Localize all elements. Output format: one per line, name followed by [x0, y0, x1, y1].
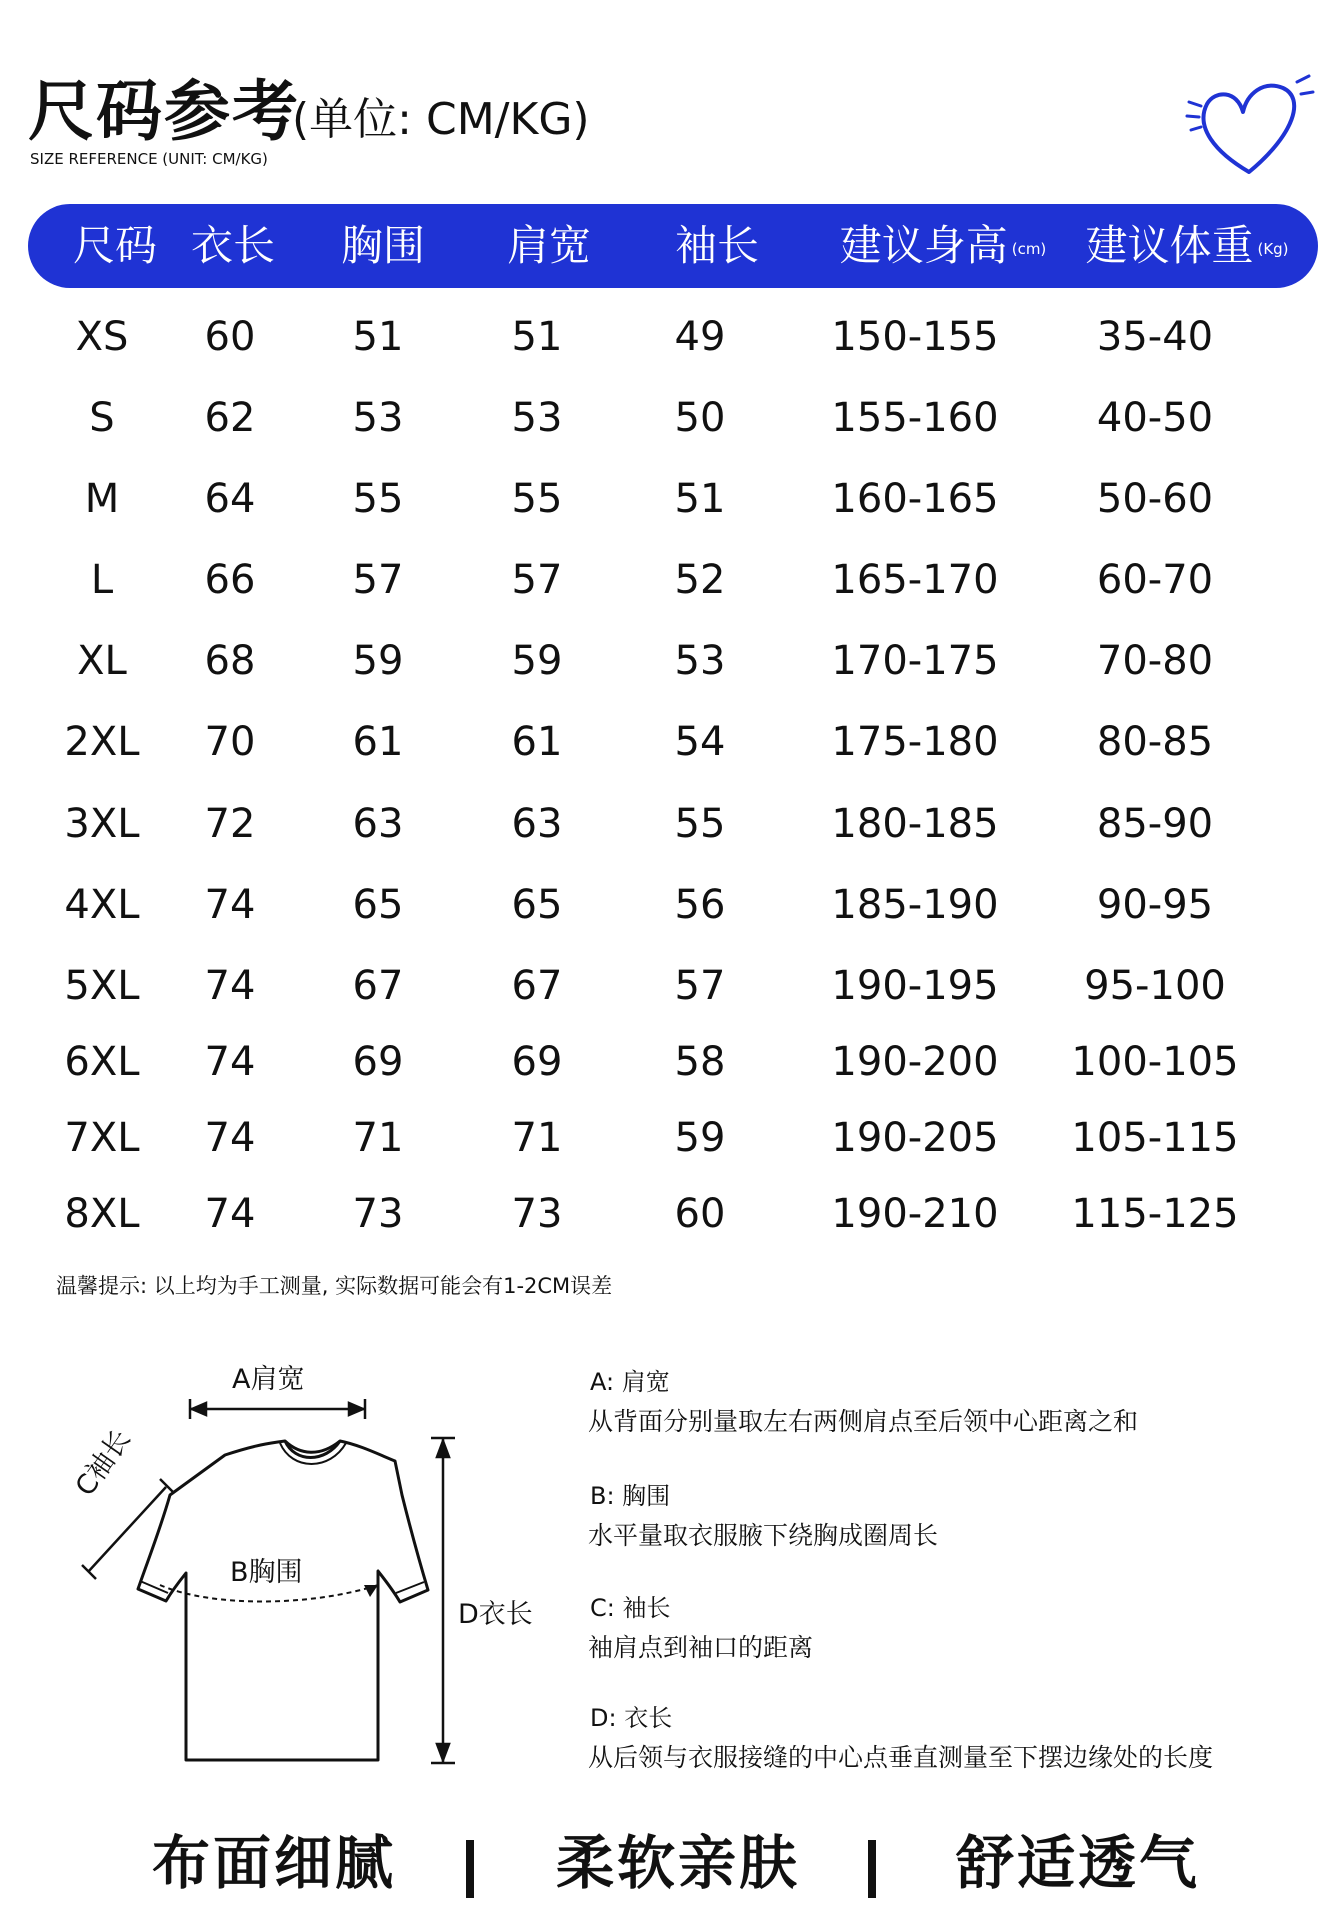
definition-d-text: 从后领与衣服接缝的中心点垂直测量至下摆边缘处的长度 — [588, 1743, 1214, 1772]
feature-soft-skin: 柔软亲肤 — [556, 1829, 801, 1897]
table-row — [0, 1184, 1331, 1244]
cell-chest: 53 — [352, 395, 404, 441]
cell-height: 185-190 — [831, 882, 999, 928]
cell-chest: 67 — [352, 963, 404, 1009]
cell-sleeve: 51 — [674, 476, 726, 522]
cell-sleeve: 58 — [674, 1039, 726, 1085]
length-arrow — [431, 1438, 455, 1763]
page-title-unit: (单位: CM/KG) — [292, 94, 590, 145]
cell-weight: 35-40 — [1096, 314, 1214, 360]
cell-weight: 95-100 — [1084, 963, 1226, 1009]
definition-c-text: 袖肩点到袖口的距离 — [588, 1633, 814, 1662]
header-chest: 胸围 — [340, 221, 425, 270]
cell-size: 4XL — [64, 882, 140, 928]
cell-length: 74 — [204, 963, 256, 1009]
cell-height: 190-210 — [831, 1191, 999, 1237]
cell-height: 190-205 — [831, 1115, 999, 1161]
definition-b-title: B: 胸围 — [590, 1482, 671, 1510]
cell-sleeve: 52 — [674, 557, 726, 603]
cell-chest: 55 — [352, 476, 404, 522]
definition-a-title: A: 肩宽 — [590, 1368, 670, 1396]
tshirt-outline — [138, 1441, 428, 1760]
cell-chest: 51 — [352, 314, 404, 360]
cell-shoulder: 57 — [511, 557, 563, 603]
header-height: 建议身高 (cm) — [839, 221, 1047, 270]
definition-a-text: 从背面分别量取左右两侧肩点至后领中心距离之和 — [588, 1407, 1139, 1436]
cell-size: 2XL — [64, 719, 140, 765]
table-header — [28, 204, 1318, 288]
cell-chest: 65 — [352, 882, 404, 928]
table-row — [0, 631, 1331, 691]
cell-sleeve: 54 — [674, 719, 726, 765]
cell-shoulder: 65 — [511, 882, 563, 928]
cell-length: 74 — [204, 1191, 256, 1237]
cell-length: 66 — [204, 557, 256, 603]
cell-height: 160-165 — [831, 476, 999, 522]
measurement-note: 温馨提示: 以上均为手工测量, 实际数据可能会有1-2CM误差 — [56, 1274, 613, 1298]
cell-sleeve: 49 — [674, 314, 726, 360]
length-label: D衣长 — [458, 1599, 533, 1630]
table-row — [0, 1108, 1331, 1168]
cell-length: 70 — [204, 719, 256, 765]
definition-b-text: 水平量取衣服腋下绕胸成圈周长 — [588, 1521, 939, 1550]
cell-size: 7XL — [64, 1115, 140, 1161]
cell-size: M — [84, 476, 120, 522]
header-size: 尺码 — [72, 221, 157, 270]
feature-separator — [868, 1840, 876, 1898]
cell-sleeve: 57 — [674, 963, 726, 1009]
cell-length: 62 — [204, 395, 256, 441]
cell-sleeve: 59 — [674, 1115, 726, 1161]
cell-sleeve: 55 — [674, 801, 726, 847]
table-row — [0, 388, 1331, 448]
cell-size: S — [89, 395, 115, 441]
cell-size: L — [90, 557, 114, 603]
definition-d-title: D: 衣长 — [590, 1704, 673, 1732]
cell-height: 175-180 — [831, 719, 999, 765]
cell-height: 190-195 — [831, 963, 999, 1009]
cell-shoulder: 73 — [511, 1191, 563, 1237]
cell-chest: 73 — [352, 1191, 404, 1237]
cell-weight: 115-125 — [1071, 1191, 1239, 1237]
cell-height: 170-175 — [831, 638, 999, 684]
cell-height: 180-185 — [831, 801, 999, 847]
feature-fine-fabric: 布面细腻 — [152, 1829, 397, 1897]
page-title: 尺码参考 — [28, 73, 300, 150]
feature-breathable: 舒适透气 — [956, 1829, 1201, 1897]
header-weight: 建议体重 (Kg) — [1085, 221, 1289, 270]
table-row — [0, 1032, 1331, 1092]
cell-shoulder: 51 — [511, 314, 563, 360]
cell-size: 6XL — [64, 1039, 140, 1085]
cell-sleeve: 56 — [674, 882, 726, 928]
table-row — [0, 956, 1331, 1016]
cell-length: 74 — [204, 1115, 256, 1161]
cell-chest: 63 — [352, 801, 404, 847]
page-subtitle: SIZE REFERENCE (UNIT: CM/KG) — [30, 150, 268, 168]
cell-shoulder: 71 — [511, 1115, 563, 1161]
cell-length: 60 — [204, 314, 256, 360]
cell-shoulder: 59 — [511, 638, 563, 684]
cell-size: 3XL — [64, 801, 140, 847]
cell-height: 150-155 — [831, 314, 999, 360]
cell-weight: 85-90 — [1096, 801, 1214, 847]
definition-c-title: C: 袖长 — [590, 1594, 671, 1622]
cell-length: 74 — [204, 1039, 256, 1085]
shoulder-arrow — [190, 1399, 365, 1419]
cell-weight: 40-50 — [1096, 395, 1214, 441]
cell-shoulder: 55 — [511, 476, 563, 522]
cell-chest: 61 — [352, 719, 404, 765]
cell-length: 72 — [204, 801, 256, 847]
chest-label: B胸围 — [230, 1557, 303, 1588]
cell-size: 5XL — [64, 963, 140, 1009]
cell-length: 64 — [204, 476, 256, 522]
cell-sleeve: 60 — [674, 1191, 726, 1237]
cell-weight: 105-115 — [1071, 1115, 1239, 1161]
table-row — [0, 875, 1331, 935]
heart-doodle-icon — [1185, 72, 1315, 182]
cell-shoulder: 69 — [511, 1039, 563, 1085]
cell-weight: 50-60 — [1096, 476, 1214, 522]
cell-weight: 60-70 — [1096, 557, 1214, 603]
cell-size: 8XL — [64, 1191, 140, 1237]
header-shoulder: 肩宽 — [506, 221, 591, 270]
tshirt-measurement-diagram — [60, 1345, 580, 1785]
cell-length: 74 — [204, 882, 256, 928]
cell-weight: 70-80 — [1096, 638, 1214, 684]
sleeve-label: C袖长 — [69, 1424, 137, 1502]
cell-height: 190-200 — [831, 1039, 999, 1085]
cell-size: XL — [77, 638, 127, 684]
cell-shoulder: 61 — [511, 719, 563, 765]
cell-chest: 71 — [352, 1115, 404, 1161]
cell-length: 68 — [204, 638, 256, 684]
cell-shoulder: 67 — [511, 963, 563, 1009]
cell-height: 155-160 — [831, 395, 999, 441]
table-row — [0, 712, 1331, 772]
cell-weight: 80-85 — [1096, 719, 1214, 765]
cell-chest: 59 — [352, 638, 404, 684]
cell-height: 165-170 — [831, 557, 999, 603]
table-row — [0, 550, 1331, 610]
cell-shoulder: 53 — [511, 395, 563, 441]
cell-sleeve: 53 — [674, 638, 726, 684]
table-row — [0, 794, 1331, 854]
table-row — [0, 469, 1331, 529]
shoulder-label: A肩宽 — [232, 1364, 305, 1395]
cell-weight: 100-105 — [1071, 1039, 1239, 1085]
cell-size: XS — [75, 314, 129, 360]
header-length: 衣长 — [190, 221, 275, 270]
cell-sleeve: 50 — [674, 395, 726, 441]
cell-weight: 90-95 — [1096, 882, 1214, 928]
feature-separator — [466, 1840, 474, 1898]
cell-chest: 57 — [352, 557, 404, 603]
cell-shoulder: 63 — [511, 801, 563, 847]
table-row — [0, 307, 1331, 367]
cell-chest: 69 — [352, 1039, 404, 1085]
header-sleeve: 袖长 — [674, 221, 759, 270]
